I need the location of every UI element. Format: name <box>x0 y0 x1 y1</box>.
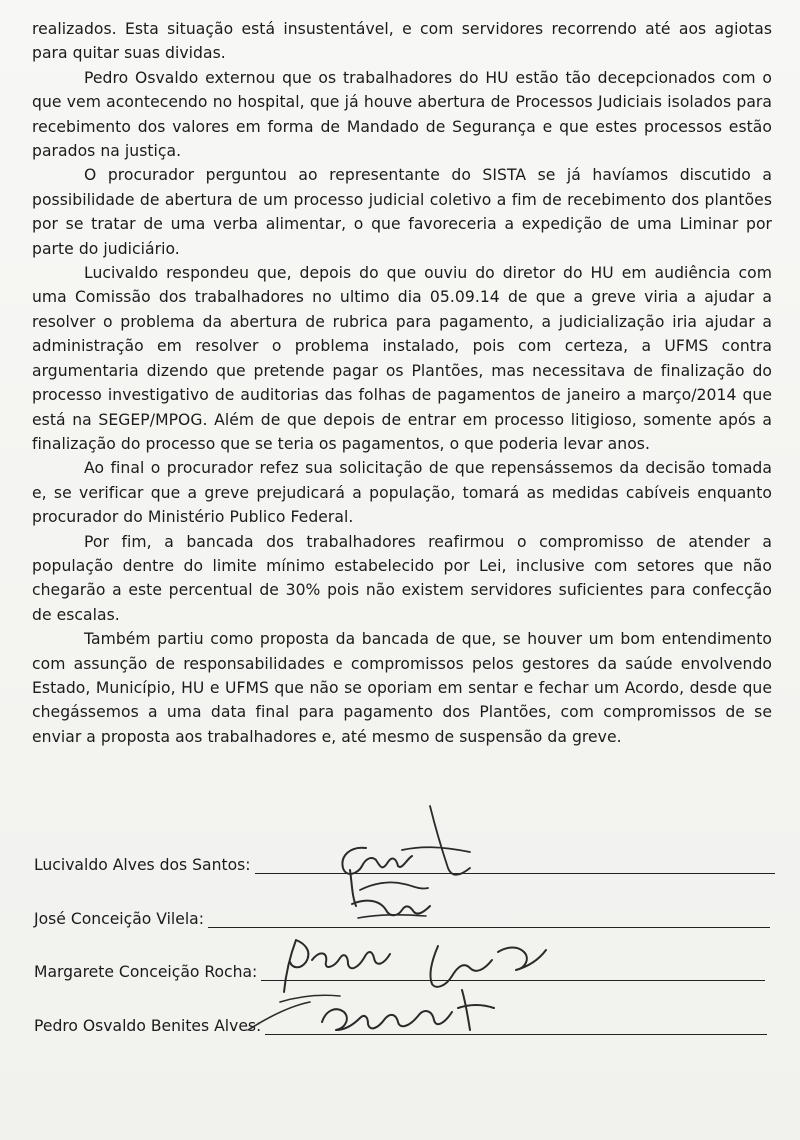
paragraph-7: Também partiu como proposta da bancada de que, se houver um bom entendimento com assunção de responsabilidades e compromissos pelos gestores da saúde envolvendo Estado, Município, HU e UFMS que não se oporiam em sentar e fechar um Acordo, desde que chegássemos a uma data final para pagamento dos Plantões, com compromissos de se enviar a proposta aos trabalhadores e, até mesmo de suspensão da greve. <box>32 630 772 746</box>
signature-row-pedro <box>34 1013 767 1035</box>
paragraph-4: Lucivaldo respondeu que, depois do que ouviu do diretor do HU em audiência com uma Comissão dos trabalhadores no ultimo dia 05.09.14 de que a greve viria a ajudar a resolver o problema da abertura de rubrica para pagamento, a judicialização iria ajudar a administração em resolver o problema instalado, pois com certeza, a UFMS contra argumentaria dizendo que pretende pagar os Plantões, mas necessitava de finalização do processo investigativo de auditorias das folhas de pagamentos de janeiro a março/2014 que está na SEGEP/MPOG. Além de que depois de entrar em processo litigioso, somente após a finalização do processo que se teria os pagamentos, o que poderia levar anos. <box>32 264 772 453</box>
signature-row-jose <box>34 906 770 928</box>
signature-label: Margarete Conceição Rocha: <box>34 963 258 981</box>
paragraph-2: Pedro Osvaldo externou que os trabalhadores do HU estão tão decepcionados com o que vem acontecendo no hospital, que já houve abertura de Processos Judiciais isolados para recebimento dos valores em forma de Mandado de Segurança e que estes processos estão parados na justiça. <box>32 68 772 161</box>
signature-line <box>208 911 770 928</box>
paragraph-5: Ao final o procurador refez sua solicitação de que repensássemos da decisão tomada e, se verificar que a greve prejudicará a população, tomará as medidas cabíveis enquanto procurador do Ministério Publico Federal. <box>32 459 772 527</box>
paragraph-6: Por fim, a bancada dos trabalhadores reafirmou o compromisso de atender a população dentre do limite mínimo estabelecido por Lei, inclusive com setores que não chegarão a este percentual de 30% pois não existem servidores suficientes para confecção de escalas. <box>32 532 772 624</box>
signature-label: José Conceição Vilela: <box>34 910 204 928</box>
document-body <box>32 17 772 749</box>
signature-line <box>265 1018 767 1035</box>
signature-line <box>255 857 775 874</box>
signature-label: Pedro Osvaldo Benites Alves: <box>34 1017 262 1035</box>
paragraph-3: O procurador perguntou ao representante do SISTA se já havíamos discutido a possibilidade de abertura de um processo judicial coletivo a fim de recebimento dos plantões por se tratar de uma verba alimentar, o que favoreceria a expedição de uma Liminar por parte do judiciário. <box>32 166 772 258</box>
signature-row-margarete <box>34 959 765 981</box>
signature-row-lucivaldo <box>34 852 775 874</box>
paragraph-1: realizados. Esta situação está insustentável, e com servidores recorrendo até aos agiotas para quitar suas dividas. <box>32 20 772 63</box>
signature-label: Lucivaldo Alves dos Santos: <box>34 856 251 874</box>
signature-line <box>261 964 765 981</box>
